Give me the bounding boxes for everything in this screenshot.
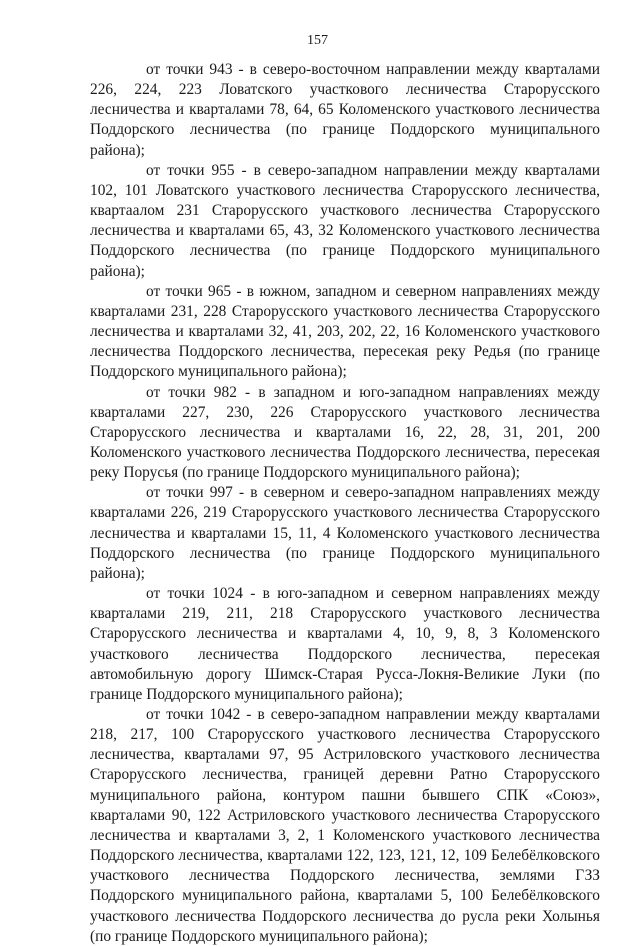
paragraph-point-943: от точки 943 - в северо-восточном направлении между кварталами 226, 224, 223 Ловатского участкового лесничества Старорусского лесничества и кварталами 78, 64, 65 Коломенского участкового лесничества Поддорского лесничества (по границе Поддорского муниципального района); [90,61,600,159]
paragraph-point-997: от точки 997 - в северном и северо-западном направлениях между кварталами 226, 219 Старорусского участкового лесничества Старорусского лесничества и кварталами 15, 11, 4 Коломенского участкового лесничества Поддорского лесничества (по границе Поддорского муниципального района); [90,484,600,582]
document-body [90,60,600,947]
paragraph-point-965: от точки 965 - в южном, западном и северном направлениях между кварталами 231, 228 Старорусского участкового лесничества Старорусского лесничества и кварталами 32, 41, 203, 202, 22, 16 Коломенского участкового лесничества Поддорского лесничества, пересекая реку Редья (по границе Поддорского муниципального района); [90,282,600,381]
paragraph-point-1042: от точки 1042 - в северо-западном направлении между кварталами 218, 217, 100 Старорусского участкового лесничества Старорусского лесничества, кварталами 97, 95 Астриловского участкового лесничества Старорусского лесничества, границей деревни Ратно Старорусского муниципального района, контуром пашни бывшего СПК «Союз», кварталами 90, 122 Астриловского участкового лесничества Старорусского лесничества и кварталами 3, 2, 1 Коломенского участкового лесничества Поддорского лесничества, кварталами 122, 123, 121, 12, 109 Белебёлковского участкового лесничества Поддорского лесничества, землями ГЗЗ Поддорского муниципального района, кварталами 5, 100 Белебёлковского участкового лесничества Поддорского лесничества до русла реки Холынья (по границе Поддорского муниципального района); [90,706,600,945]
page-number: 157 [307,33,328,48]
paragraph-point-955: от точки 955 - в северо-западном направлении между кварталами 102, 101 Ловатского участкового лесничества Старорусского лесничества, квартаалом 231 Старорусского участкового лесничества Старорусского лесничества и кварталами 65, 43, 32 Коломенского участкового лесничества Поддорского лесничества (по границе Поддорского муниципального района); [90,161,600,280]
paragraph-point-1024: от точки 1024 - в юго-западном и северном направлениях между кварталами 219, 211, 218 Старорусского участкового лесничества Старорусского лесничества и кварталами 4, 10, 9, 8, 3 Коломенского участкового лесничества Поддорского лесничества, пересекая автомобильную дорогу Шимск-Старая Русса-Локня-Великие Луки (по границе Поддорского муниципального района); [90,585,600,703]
paragraph-point-982: от точки 982 - в западном и юго-западном направлениях между кварталами 227, 230, 226 Старорусского участкового лесничества Старорусского лесничества и кварталами 16, 22, 28, 31, 201, 200 Коломенского участкового лесничества Поддорского лесничества, пересекая реку Порусья (по границе Поддорского муниципального района); [90,383,600,482]
